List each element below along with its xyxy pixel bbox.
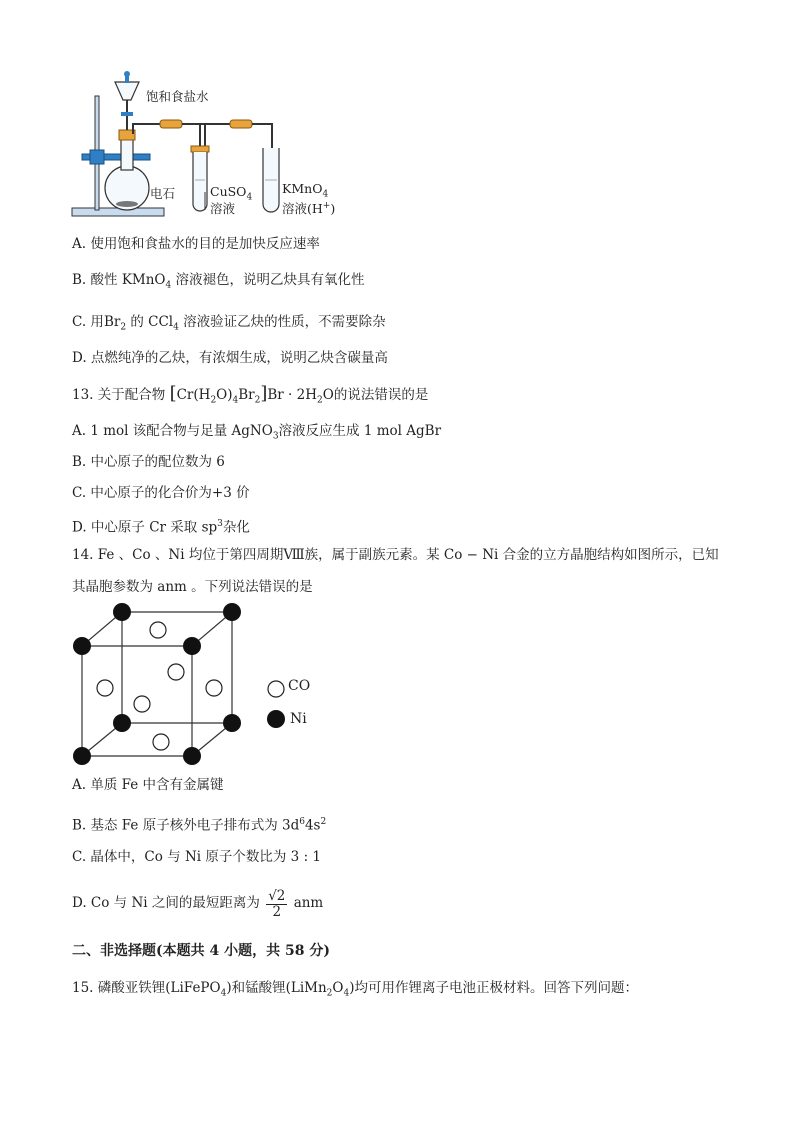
solution-label-1: 溶液 (210, 201, 236, 216)
q12-option-d: D. 点燃纯净的乙炔，有浓烟生成，说明乙炔含碳量高 (72, 350, 388, 366)
legend-co-label: CO (288, 678, 311, 694)
salt-water-label: 饱和食盐水 (146, 89, 209, 104)
q14-stem-line2: 其晶胞参数为 anm 。下列说法错误的是 (72, 579, 313, 595)
q12-option-a: A. 使用饱和食盐水的目的是加快反应速率 (72, 236, 320, 252)
q14-option-b: B. 基态 Fe 原子核外电子排布式为 $3d^64s^2$ (72, 817, 327, 834)
sqrt2-over-2-fraction: $\frac{√2}{2}$ (268, 888, 286, 920)
q14-option-a: A. 单质 Fe 中含有金属键 (72, 777, 224, 793)
calcium-carbide-label: 电石 (150, 186, 176, 201)
legend-ni-symbol (266, 709, 286, 729)
q13-option-c: C. 中心原子的化合价为+3 价 (72, 485, 250, 501)
q13-option-b: B. 中心原子的配位数为 6 (72, 454, 225, 470)
q12-option-b: B. 酸性 KMnO$_4$ 溶液褪色，说明乙炔具有氧化性 (72, 272, 365, 291)
q12-option-c: C. 用$Br_2$ 的 CCl$_4$ 溶液验证乙炔的性质，不需要除杂 (72, 314, 386, 333)
legend-co-symbol (266, 679, 286, 699)
crystal-cell-figure (70, 600, 250, 765)
solution-label-2: 溶液(H+) (282, 201, 336, 217)
section2-title: 二、非选择题(本题共 4 小题，共 58 分) (72, 943, 330, 959)
legend-ni-label: Ni (290, 711, 307, 727)
q15-stem: 15. 磷酸亚铁锂(LiFePO$_4$)和锰酸锂$(LiMn_2O_4)$均可用作锂离子电池正极材料。回答下列问题： (72, 980, 638, 999)
q14-stem-line1: 14. Fe 、Co 、Ni 均位于第四周期Ⅷ族，属于副族元素。某 Co − Ni 合金的立方晶胞结构如图所示，已知 (72, 547, 719, 563)
kmno4-label: KMnO$_4$ (282, 181, 329, 200)
cuso4-label: CuSO$_4$ (210, 184, 253, 203)
q13-stem: 13. 关于配合物 $[Cr(H_2O)_4Br_2]Br \cdot 2H_2O$的说法错误的是 (72, 383, 429, 406)
q13-option-d: D. 中心原子 Cr 采取 $sp^3$杂化 (72, 519, 250, 536)
q14-option-d: D. Co 与 Ni 之间的最短距离为 $\frac{√2}{2}$ anm (72, 888, 324, 920)
q13-option-a: A. 1 mol 该配合物与足量 AgNO$_3$溶液反应生成 1 mol AgBr (72, 423, 442, 442)
q14-option-c: C. 晶体中，Co 与 Ni 原子个数比为 3 : 1 (72, 849, 321, 865)
